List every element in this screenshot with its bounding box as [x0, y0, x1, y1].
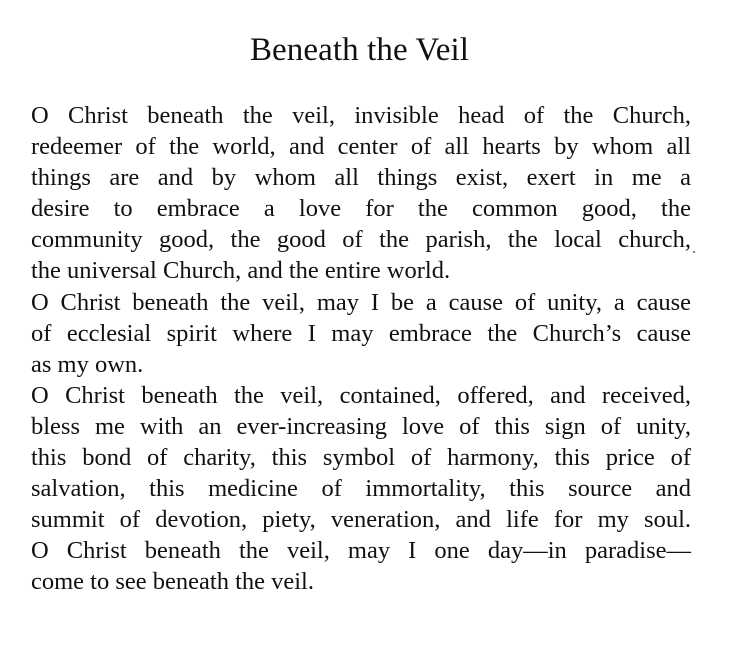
text-line: as my own. — [31, 350, 144, 378]
text-line: summit of devotion, piety, veneration, and life for my soul. — [31, 506, 691, 534]
document-body — [31, 100, 691, 598]
text-line: redeemer of the world, and center of all hearts by whom all — [31, 133, 691, 161]
text-line: the universal Church, and the entire world. — [31, 257, 451, 285]
text-line: desire to embrace a love for the common good, the — [31, 195, 691, 223]
text-line: O Christ beneath the veil, may I one day—in paradise— — [31, 537, 691, 565]
text-line: this bond of charity, this symbol of harmony, this price of — [31, 444, 691, 472]
text-line: O Christ beneath the veil, contained, offered, and received, — [31, 381, 691, 409]
document-title: Beneath the Veil — [249, 32, 470, 68]
paragraph-2 — [31, 287, 691, 380]
text-line: bless me with an ever-increasing love of this sign of unity, — [31, 412, 691, 440]
text-line: O Christ beneath the veil, may I be a cause of unity, a cause — [31, 288, 691, 316]
text-line: community good, the good of the parish, the local church, — [31, 226, 691, 254]
text-line: come to see beneath the veil. — [31, 568, 314, 596]
paragraph-1 — [31, 100, 691, 287]
text-line: O Christ beneath the veil, invisible head of the Church, — [31, 102, 691, 129]
paragraph-4 — [31, 535, 691, 597]
paragraph-3 — [31, 380, 691, 535]
scan-speck — [693, 251, 695, 253]
text-line: things are and by whom all things exist, exert in me a — [31, 164, 691, 192]
text-line: salvation, this medicine of immortality, this source and — [31, 475, 691, 503]
text-line: of ecclesial spirit where I may embrace the Church’s cause — [31, 319, 691, 347]
